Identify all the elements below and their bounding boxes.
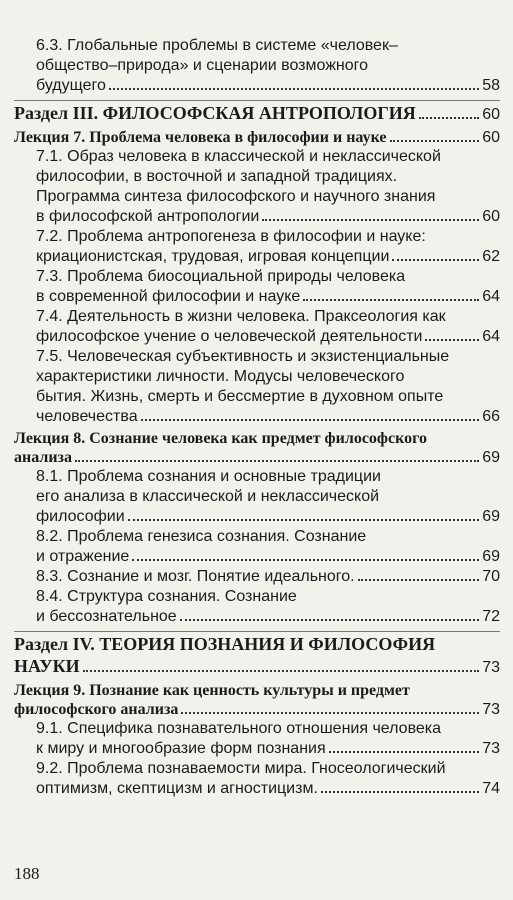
toc-entry-line: общество–природа» и сценарии возможного <box>36 57 369 74</box>
table-of-contents <box>14 36 500 799</box>
toc-entry-line: 7.2. Проблема антропогенеза в философии и науке: <box>36 228 426 245</box>
toc-page-number: 69 <box>482 548 500 565</box>
toc-entry-line: 8.4. Структура сознания. Сознание <box>36 588 297 605</box>
toc-entry-title: к миру и многообразие форм познания <box>36 740 326 757</box>
toc-entry-line: 8.2. Проблема генезиса сознания. Сознание <box>36 528 367 545</box>
toc-entry-title: Раздел III. ФИЛОСОФСКАЯ АНТРОПОЛОГИЯ <box>14 103 416 123</box>
toc-entry-line <box>14 655 500 679</box>
toc-entry-sub <box>14 36 500 96</box>
toc-entry-section <box>14 631 500 679</box>
toc-entry-title: в философской антропологии <box>36 208 260 225</box>
dot-leader <box>358 579 480 581</box>
toc-entry-title: философское учение о человеческой деятельности <box>36 328 423 345</box>
toc-entry-title: Лекция 7. Проблема человека в философии и науке <box>14 129 387 146</box>
toc-page-number: 69 <box>482 449 500 466</box>
toc-entry-line <box>14 128 500 147</box>
toc-page-number: 60 <box>482 129 500 146</box>
dot-leader <box>303 299 479 301</box>
toc-page-number: 66 <box>482 408 500 425</box>
toc-entry-line <box>36 327 500 347</box>
toc-entry-line: его анализа в классической и неклассической <box>36 488 380 505</box>
toc-page-number: 62 <box>482 248 500 265</box>
toc-entry-sub <box>14 527 500 567</box>
toc-entry-title: оптимизм, скептицизм и агностицизм. <box>36 780 318 797</box>
toc-entry-line: Лекция 9. Познание как ценность культуры и предмет <box>14 682 410 699</box>
toc-entry-line <box>36 739 500 759</box>
dot-leader <box>419 117 479 119</box>
dot-leader <box>132 559 479 561</box>
toc-entry-line: Раздел IV. ТЕОРИЯ ПОЗНАНИЯ И ФИЛОСОФИЯ <box>14 634 436 654</box>
dot-leader <box>262 219 479 221</box>
toc-page-number: 60 <box>482 208 500 225</box>
toc-entry-sub <box>14 719 500 759</box>
toc-entry-line <box>36 407 500 427</box>
dot-leader <box>329 751 480 753</box>
dot-leader <box>181 712 479 714</box>
toc-page-number: 73 <box>482 701 500 718</box>
toc-entry-sub <box>14 267 500 307</box>
toc-entry-line: 8.1. Проблема сознания и основные традиции <box>36 468 381 485</box>
dot-leader <box>390 140 480 142</box>
toc-entry-sub <box>14 227 500 267</box>
toc-entry-line: 7.4. Деятельность в жизни человека. Праксеология как <box>36 308 446 325</box>
toc-page-number: 73 <box>482 740 500 757</box>
dot-leader <box>75 460 479 462</box>
toc-page-number: 70 <box>482 568 500 585</box>
toc-entry-title: философии <box>36 508 125 525</box>
toc-page-number: 64 <box>482 288 500 305</box>
page-number: 188 <box>14 864 40 883</box>
toc-page-number: 74 <box>482 780 500 797</box>
toc-entry-line: 7.1. Образ человека в классической и неклассической <box>36 148 441 165</box>
toc-entry-title: и отражение <box>36 548 130 565</box>
toc-entry-line <box>36 567 500 587</box>
toc-entry-line <box>36 247 500 267</box>
toc-entry-title: в современной философии и науке <box>36 288 301 305</box>
toc-entry-section <box>14 100 500 126</box>
dot-leader <box>141 419 480 421</box>
toc-page-number: 73 <box>482 659 500 676</box>
toc-entry-sub <box>14 347 500 427</box>
toc-page-number: 58 <box>482 77 500 94</box>
toc-entry-line <box>36 779 500 799</box>
toc-entry-line: 9.1. Специфика познавательного отношения человека <box>36 720 442 737</box>
toc-entry-line <box>14 700 500 719</box>
toc-entry-line <box>36 287 500 307</box>
dot-leader <box>128 519 480 521</box>
toc-entry-line: характеристики личности. Модусы человеческого <box>36 368 405 385</box>
toc-entry-lecture <box>14 429 500 467</box>
toc-entry-line: 7.5. Человеческая субъективность и экзистенциальные <box>36 348 450 365</box>
toc-entry-sub <box>14 587 500 627</box>
toc-entry-title: человечества <box>36 408 138 425</box>
toc-entry-title: философского анализа <box>14 701 179 718</box>
dot-leader <box>109 88 479 90</box>
toc-entry-line: философии, в восточной и западной традициях. <box>36 168 398 185</box>
toc-entry-sub <box>14 467 500 527</box>
toc-entry-line: 7.3. Проблема биосоциальной природы человека <box>36 268 406 285</box>
toc-entry-title: и бессознательное <box>36 608 177 625</box>
toc-page-number: 72 <box>482 608 500 625</box>
dot-leader <box>180 619 480 621</box>
toc-entry-line <box>14 102 500 126</box>
dot-leader <box>321 791 479 793</box>
toc-page-number: 69 <box>482 508 500 525</box>
toc-entry-line: 6.3. Глобальные проблемы в системе «человек– <box>36 37 398 54</box>
toc-entry-line <box>36 607 500 627</box>
toc-page-number: 64 <box>482 328 500 345</box>
toc-entry-line <box>36 507 500 527</box>
toc-entry-title: 8.3. Сознание и мозг. Понятие идеального. <box>36 568 355 585</box>
toc-entry-line: Лекция 8. Сознание человека как предмет философского <box>14 430 427 447</box>
toc-entry-lecture <box>14 681 500 719</box>
toc-entry-title: анализа <box>14 449 72 466</box>
toc-entry-sub <box>14 307 500 347</box>
toc-entry-title: криационистская, трудовая, игровая концепции <box>36 248 390 265</box>
toc-entry-sub <box>14 567 500 587</box>
toc-entry-title: НАУКИ <box>14 656 80 676</box>
toc-entry-lecture <box>14 128 500 147</box>
dot-leader <box>392 259 479 261</box>
toc-entry-line <box>14 448 500 467</box>
toc-entry-line <box>36 207 500 227</box>
toc-entry-sub <box>14 147 500 227</box>
toc-entry-line <box>36 76 500 96</box>
toc-entry-title: будущего <box>36 77 106 94</box>
toc-entry-line <box>36 547 500 567</box>
dot-leader <box>425 339 479 341</box>
dot-leader <box>83 670 480 672</box>
toc-page-number: 60 <box>482 106 500 123</box>
toc-entry-line: Программа синтеза философского и научного знания <box>36 188 436 205</box>
toc-entry-line: 9.2. Проблема познаваемости мира. Гносеологический <box>36 760 446 777</box>
toc-entry-line: бытия. Жизнь, смерть и бессмертие в духовном опыте <box>36 388 444 405</box>
toc-entry-sub <box>14 759 500 799</box>
